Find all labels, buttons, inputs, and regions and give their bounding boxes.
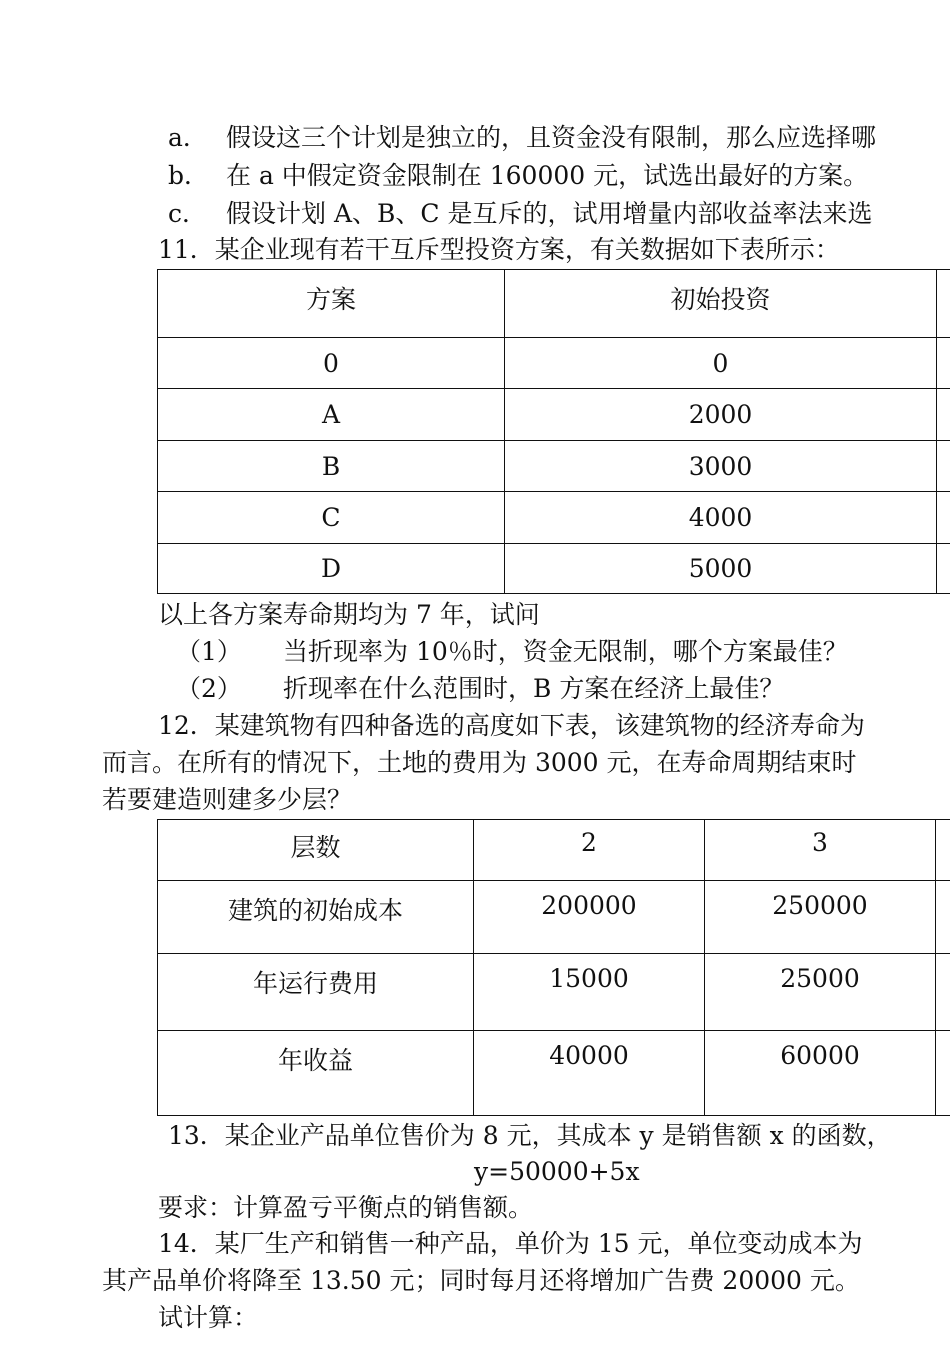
cell-cut-off xyxy=(936,1031,950,1116)
table-header-row xyxy=(158,270,950,338)
header-floors-3: 3 xyxy=(705,820,936,881)
cell-investment: 5000 xyxy=(505,544,937,594)
sub-question-2 xyxy=(176,672,784,706)
building-table xyxy=(157,819,950,1116)
header-initial-investment: 初始投资 xyxy=(505,270,937,338)
question-14-line-2: 其产品单价将降至 13.50 元；同时每月还将增加广告费 20000 元。 xyxy=(102,1266,860,1295)
cell-plan: C xyxy=(158,492,505,544)
investment-table xyxy=(157,269,950,594)
cell-cut-off xyxy=(937,544,950,594)
cell-value-2: 15000 xyxy=(474,954,705,1031)
lifespan-note: 以上各方案寿命期均为 7 年，试问 xyxy=(158,600,540,629)
item-b xyxy=(168,159,868,193)
question-12-line-3: 若要建造则建多少层？ xyxy=(102,785,353,814)
cell-plan: 0 xyxy=(158,338,505,389)
cell-item: 建筑的初始成本 xyxy=(158,881,474,954)
header-floors-2: 2 xyxy=(474,820,705,881)
cell-cut-off xyxy=(937,389,950,441)
item-c-text: 假设计划 A、B、C 是互斥的，试用增量内部收益率法来选 xyxy=(226,199,873,228)
cell-value-3: 25000 xyxy=(705,954,936,1031)
sub-question-2-text: 折现率在什么范围时，B 方案在经济上最佳？ xyxy=(283,674,785,703)
question-12-line-1: 12．某建筑物有四种备选的高度如下表，该建筑物的经济寿命为 xyxy=(158,711,865,740)
header-plan: 方案 xyxy=(158,270,505,338)
item-a xyxy=(168,121,876,155)
question-11: 11．某企业现有若干互斥型投资方案，有关数据如下表所示： xyxy=(158,235,840,264)
table-row xyxy=(158,881,950,954)
table-row xyxy=(158,1031,950,1116)
cell-value-2: 40000 xyxy=(474,1031,705,1116)
table-row xyxy=(158,492,950,544)
table-row xyxy=(158,544,950,594)
table-row xyxy=(158,389,950,441)
cell-investment: 3000 xyxy=(505,441,937,492)
header-cut-off xyxy=(937,270,950,338)
cell-cut-off xyxy=(937,441,950,492)
sub-question-2-label: （2） xyxy=(176,674,242,703)
sub-question-1-label: （1） xyxy=(176,637,242,666)
table-row xyxy=(158,338,950,389)
cell-cut-off xyxy=(937,492,950,544)
cell-cut-off xyxy=(936,954,950,1031)
table-header-row xyxy=(158,820,950,881)
cell-item: 年运行费用 xyxy=(158,954,474,1031)
table-row xyxy=(158,441,950,492)
header-floors: 层数 xyxy=(158,820,474,881)
item-a-text: 假设这三个计划是独立的，且资金没有限制，那么应选择哪 xyxy=(226,123,877,152)
item-c xyxy=(168,197,872,231)
cell-cut-off xyxy=(936,881,950,954)
item-c-label: c． xyxy=(168,199,208,228)
question-13: 13．某企业产品单位售价为 8 元，其成本 y 是销售额 x 的函数， xyxy=(168,1121,892,1150)
cell-plan: A xyxy=(158,389,505,441)
cell-value-2: 200000 xyxy=(474,881,705,954)
table-row xyxy=(158,954,950,1031)
cell-investment: 2000 xyxy=(505,389,937,441)
cell-cut-off xyxy=(937,338,950,389)
cell-item: 年收益 xyxy=(158,1031,474,1116)
cost-formula: y=50000+5x xyxy=(474,1157,640,1186)
cell-value-3: 60000 xyxy=(705,1031,936,1116)
item-a-label: a． xyxy=(168,123,208,152)
question-12-line-2: 而言。在所有的情况下，土地的费用为 3000 元，在寿命周期结束时 xyxy=(102,748,857,777)
cell-value-3: 250000 xyxy=(705,881,936,954)
item-b-text: 在 a 中假定资金限制在 160000 元，试选出最好的方案。 xyxy=(226,161,869,190)
item-b-label: b． xyxy=(168,161,210,190)
sub-question-1-text: 当折现率为 10％时，资金无限制，哪个方案最佳？ xyxy=(283,637,848,666)
header-cut-off xyxy=(936,820,950,881)
question-13-requirement: 要求：计算盈亏平衡点的销售额。 xyxy=(158,1193,534,1222)
sub-question-1 xyxy=(176,635,848,669)
cell-plan: B xyxy=(158,441,505,492)
cell-investment: 4000 xyxy=(505,492,937,544)
cell-plan: D xyxy=(158,544,505,594)
cell-investment: 0 xyxy=(505,338,937,389)
question-14-line-3: 试计算： xyxy=(158,1303,259,1332)
question-14-line-1: 14．某厂生产和销售一种产品，单价为 15 元，单位变动成本为 xyxy=(158,1229,863,1258)
